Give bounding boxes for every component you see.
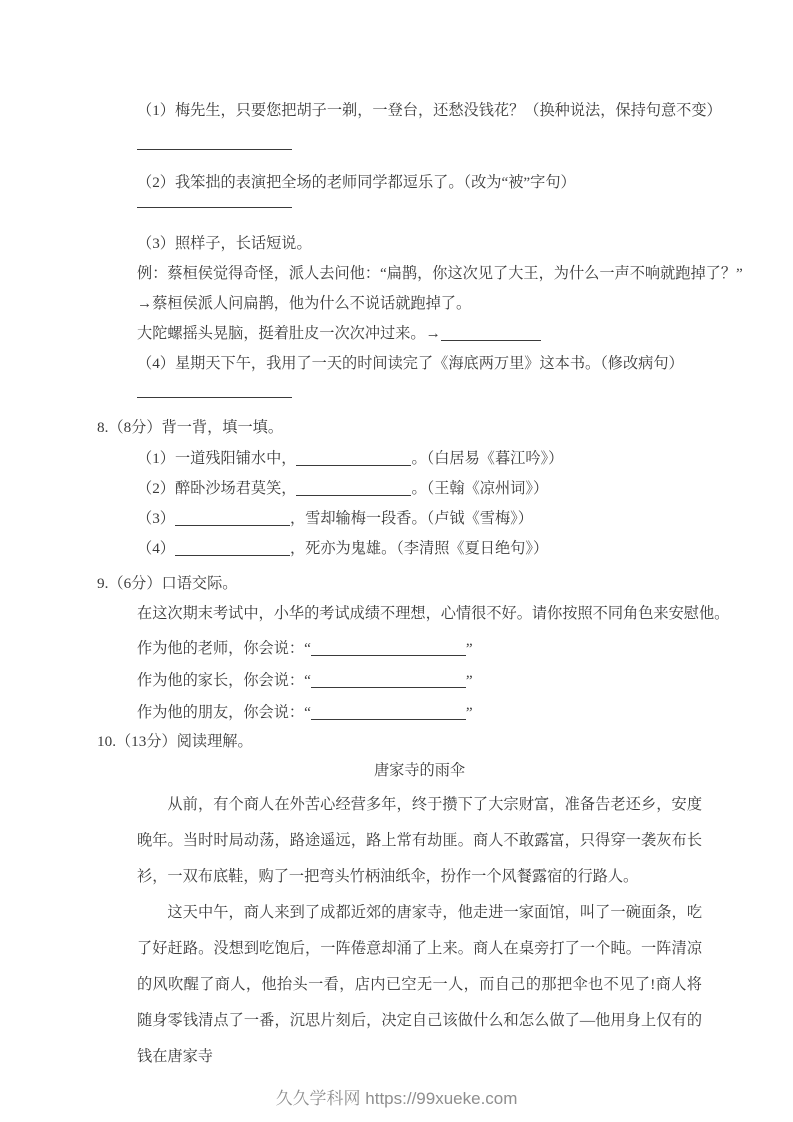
q7-example-text: 例：蔡桓侯觉得奇怪，派人去问他：“扁鹊，你这次见了大王，为什么一声不响就跑掉了？” [137,265,743,282]
answer-blank[interactable] [137,194,292,208]
question-9 [0,573,793,724]
q8-item-4-post: ，死亦为鬼雄。（李清照《夏日绝句》） [289,540,549,557]
q9-item-parent [137,670,793,692]
q9-intro: 在这次期末考试中，小华的考试成绩不理想，心情很不好。请你按照不同角色来安慰他。 [137,605,730,622]
q7-example-answer-text: →蔡桓侯派人问扁鹊，他为什么不说话就跑掉了。 [137,295,472,312]
answer-blank[interactable] [311,705,466,720]
q9-item-friend-post: ” [465,704,473,721]
q8-item-4-pre: （4） [137,540,175,557]
site-watermark: 久久学科网 https://99xueke.com [275,1089,518,1108]
q9-item-teacher-post: ” [465,640,473,657]
q7-part1-text: （1）梅先生，只要您把胡子一剃，一登台，还愁没钱花？（换种说法，保持句意不变） [137,102,722,119]
q10-header: 10.（13分）阅读理解。 [97,733,253,750]
answer-blank[interactable] [311,641,466,656]
question-7 [0,100,793,398]
q8-header: 8.（8分）背一背，填一填。 [97,419,284,436]
q9-item-teacher-pre: 作为他的老师，你会说：“ [137,640,311,657]
answer-blank[interactable] [175,511,290,526]
q7-part2-answer-row [137,194,793,208]
q8-item-4 [137,538,793,560]
q8-item-2-pre: （2）醉卧沙场君莫笑， [137,480,297,497]
q7-part4-text: （4）星期天下午，我用了一天的时间读完了《海底两万里》这本书。（修改病句） [137,355,684,372]
question-10 [0,731,793,1075]
answer-blank[interactable] [296,451,411,466]
q8-item-3-post: ，雪却输梅一段香。（卢钺《雪梅》） [289,510,533,527]
q7-part3-text: （3）照样子，长话短说。 [137,235,312,252]
q7-part4-answer-row [137,384,793,398]
q9-item-friend [137,702,793,724]
q9-item-parent-pre: 作为他的家长，你会说：“ [137,672,311,689]
q8-item-2-post: 。（王翰《凉州词》） [411,480,549,497]
q7-exercise-text: 大陀螺摇头晃脑，挺着肚皮一次次冲过来。→ [137,325,441,342]
q8-item-3 [137,508,793,530]
answer-blank[interactable] [311,673,466,688]
passage-paragraph-1: 从前，有个商人在外苦心经营多年，终于攒下了大宗财富，准备告老还乡，安度晚年。当时时局动荡，路途遥远，路上常有劫匪。商人不敢露富，只得穿一袭灰布长衫，一双布底鞋，购了一把弯头竹柄油纸伞，扮作一个风餐露宿的行路人。 [137,796,702,885]
passage-paragraph-2: 这天中午，商人来到了成都近郊的唐家寺，他走进一家面馆，叫了一碗面条，吃了好赶路。没想到吃饱后，一阵倦意却涌了上来。商人在桌旁打了一个盹。一阵清凉的风吹醒了商人，他抬头一看，店内已空无一人，而自己的那把伞也不见了!商人将随身零钱清点了一番，沉思片刻后，决定自己该做什么和怎么做了—他用身上仅有的钱在唐家寺 [137,904,702,1065]
q7-part1-answer-row [137,136,793,150]
q8-item-1-pre: （1）一道残阳铺水中， [137,450,297,467]
q9-header: 9.（6分）口语交际。 [97,575,238,592]
q9-item-friend-pre: 作为他的朋友，你会说：“ [137,704,311,721]
q8-item-1-post: 。（白居易《暮江吟》） [411,450,564,467]
q8-item-1 [137,448,793,470]
q9-item-teacher [137,638,793,660]
answer-blank[interactable] [175,541,290,556]
q7-exercise-line [137,323,793,345]
passage-title: 唐家寺的雨伞 [373,762,466,779]
answer-blank[interactable] [441,326,541,341]
answer-blank[interactable] [137,136,292,150]
q7-part2-text: （2）我笨拙的表演把全场的老师同学都逗乐了。（改为“被”字句） [137,174,576,191]
answer-blank[interactable] [137,384,292,398]
q9-item-parent-post: ” [465,672,473,689]
q8-item-3-pre: （3） [137,510,175,527]
question-8 [0,417,793,560]
answer-blank[interactable] [296,481,411,496]
passage-body [137,787,702,1075]
q8-item-2 [137,478,793,500]
